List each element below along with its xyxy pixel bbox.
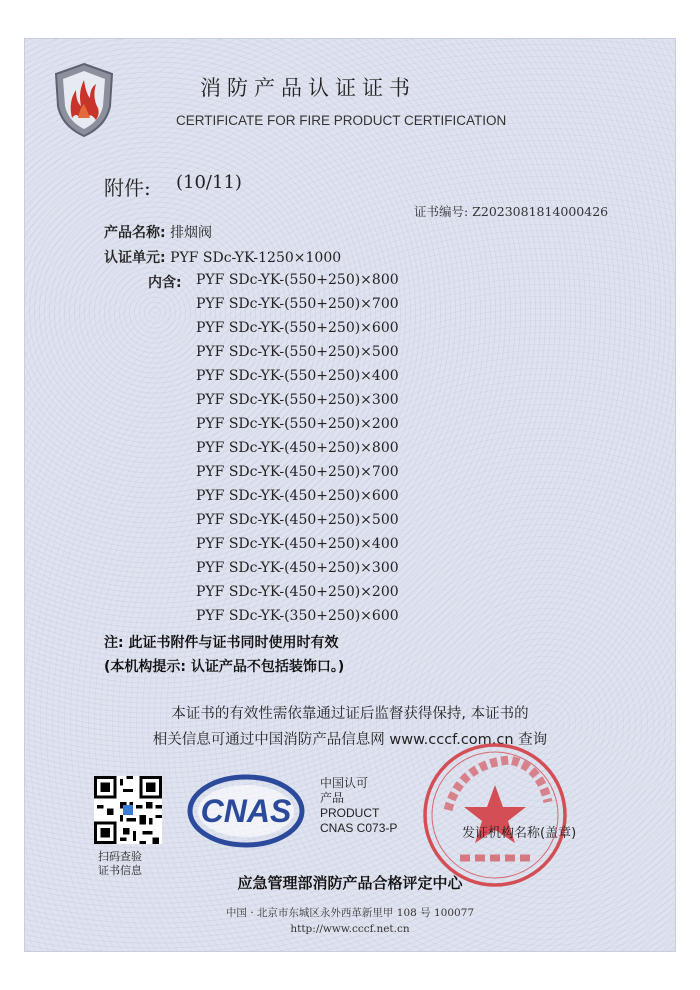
variant-item: PYF SDc-YK-(550+250)×200 [196,416,399,432]
variant-item: PYF SDc-YK-(450+250)×700 [196,464,399,480]
qr-caption-line: 证书信息 [98,864,142,877]
variant-item: PYF SDc-YK-(450+250)×500 [196,512,399,528]
title-english: CERTIFICATE FOR FIRE PRODUCT CERTIFICATION [176,113,507,128]
accreditation-line: 产品 [320,791,345,805]
issuer-address: 中国 · 北京市东城区永外西革新里甲 108 号 100077 [225,907,475,919]
variant-item: PYF SDc-YK-(450+250)×400 [196,536,399,552]
variant-item: PYF SDc-YK-(450+250)×300 [196,560,399,576]
fire-shield-logo-icon [54,62,114,138]
cnas-logo-icon [186,772,306,850]
cnas-logo-text: CNAS [200,793,292,829]
unit-value: PYF SDc-YK-1250×1000 [170,250,342,266]
accreditation-line: 中国认可 [320,776,369,790]
product-row [104,222,212,242]
accreditation-line: PRODUCT [320,806,380,820]
note-line: 注: 此证书附件与证书同时使用时有效 [104,635,339,651]
accreditation-block [320,776,397,836]
note-line: (本机构提示: 认证产品不包括装饰口。) [104,659,345,675]
product-value: 排烟阀 [170,225,213,241]
variant-item: PYF SDc-YK-(550+250)×800 [196,272,399,288]
validity-text: 本证书的有效性需依靠通过证后监督获得保持, 本证书的 [171,706,529,722]
variant-item: PYF SDc-YK-(350+250)×600 [196,608,399,624]
attachment-number: (10/11) [176,172,242,193]
qr-code-icon [94,776,162,844]
unit-row [104,247,341,267]
title-chinese: 消防产品认证证书 [200,76,416,100]
variant-item: PYF SDc-YK-(550+250)×400 [196,368,399,384]
issuer-signature-label: 发证机构名称(盖章) [462,826,577,841]
contains-label: 内含: [148,275,182,291]
variant-item: PYF SDc-YK-(450+250)×800 [196,440,399,456]
variant-item: PYF SDc-YK-(550+250)×500 [196,344,399,360]
product-label: 产品名称: [104,225,166,241]
certificate-number: 证书编号: Z2023081814000426 [414,204,609,219]
official-seal-icon [420,740,570,890]
variant-item: PYF SDc-YK-(550+250)×300 [196,392,399,408]
unit-label: 认证单元: [104,250,166,266]
issuer-center-name: 应急管理部消防产品合格评定中心 [237,874,463,892]
variant-item: PYF SDc-YK-(450+250)×600 [196,488,399,504]
accreditation-line: CNAS C073-P [320,821,398,835]
attachment-label: 附件: [104,176,151,200]
variant-item: PYF SDc-YK-(550+250)×600 [196,320,399,336]
variant-item: PYF SDc-YK-(450+250)×200 [196,584,399,600]
validity-text: 相关信息可通过中国消防产品信息网 www.cccf.com.cn 查询 [152,732,548,748]
qr-caption-line: 扫码查验 [98,850,142,863]
issuer-website: http://www.cccf.net.cn [290,923,410,935]
variant-item: PYF SDc-YK-(550+250)×700 [196,296,399,312]
